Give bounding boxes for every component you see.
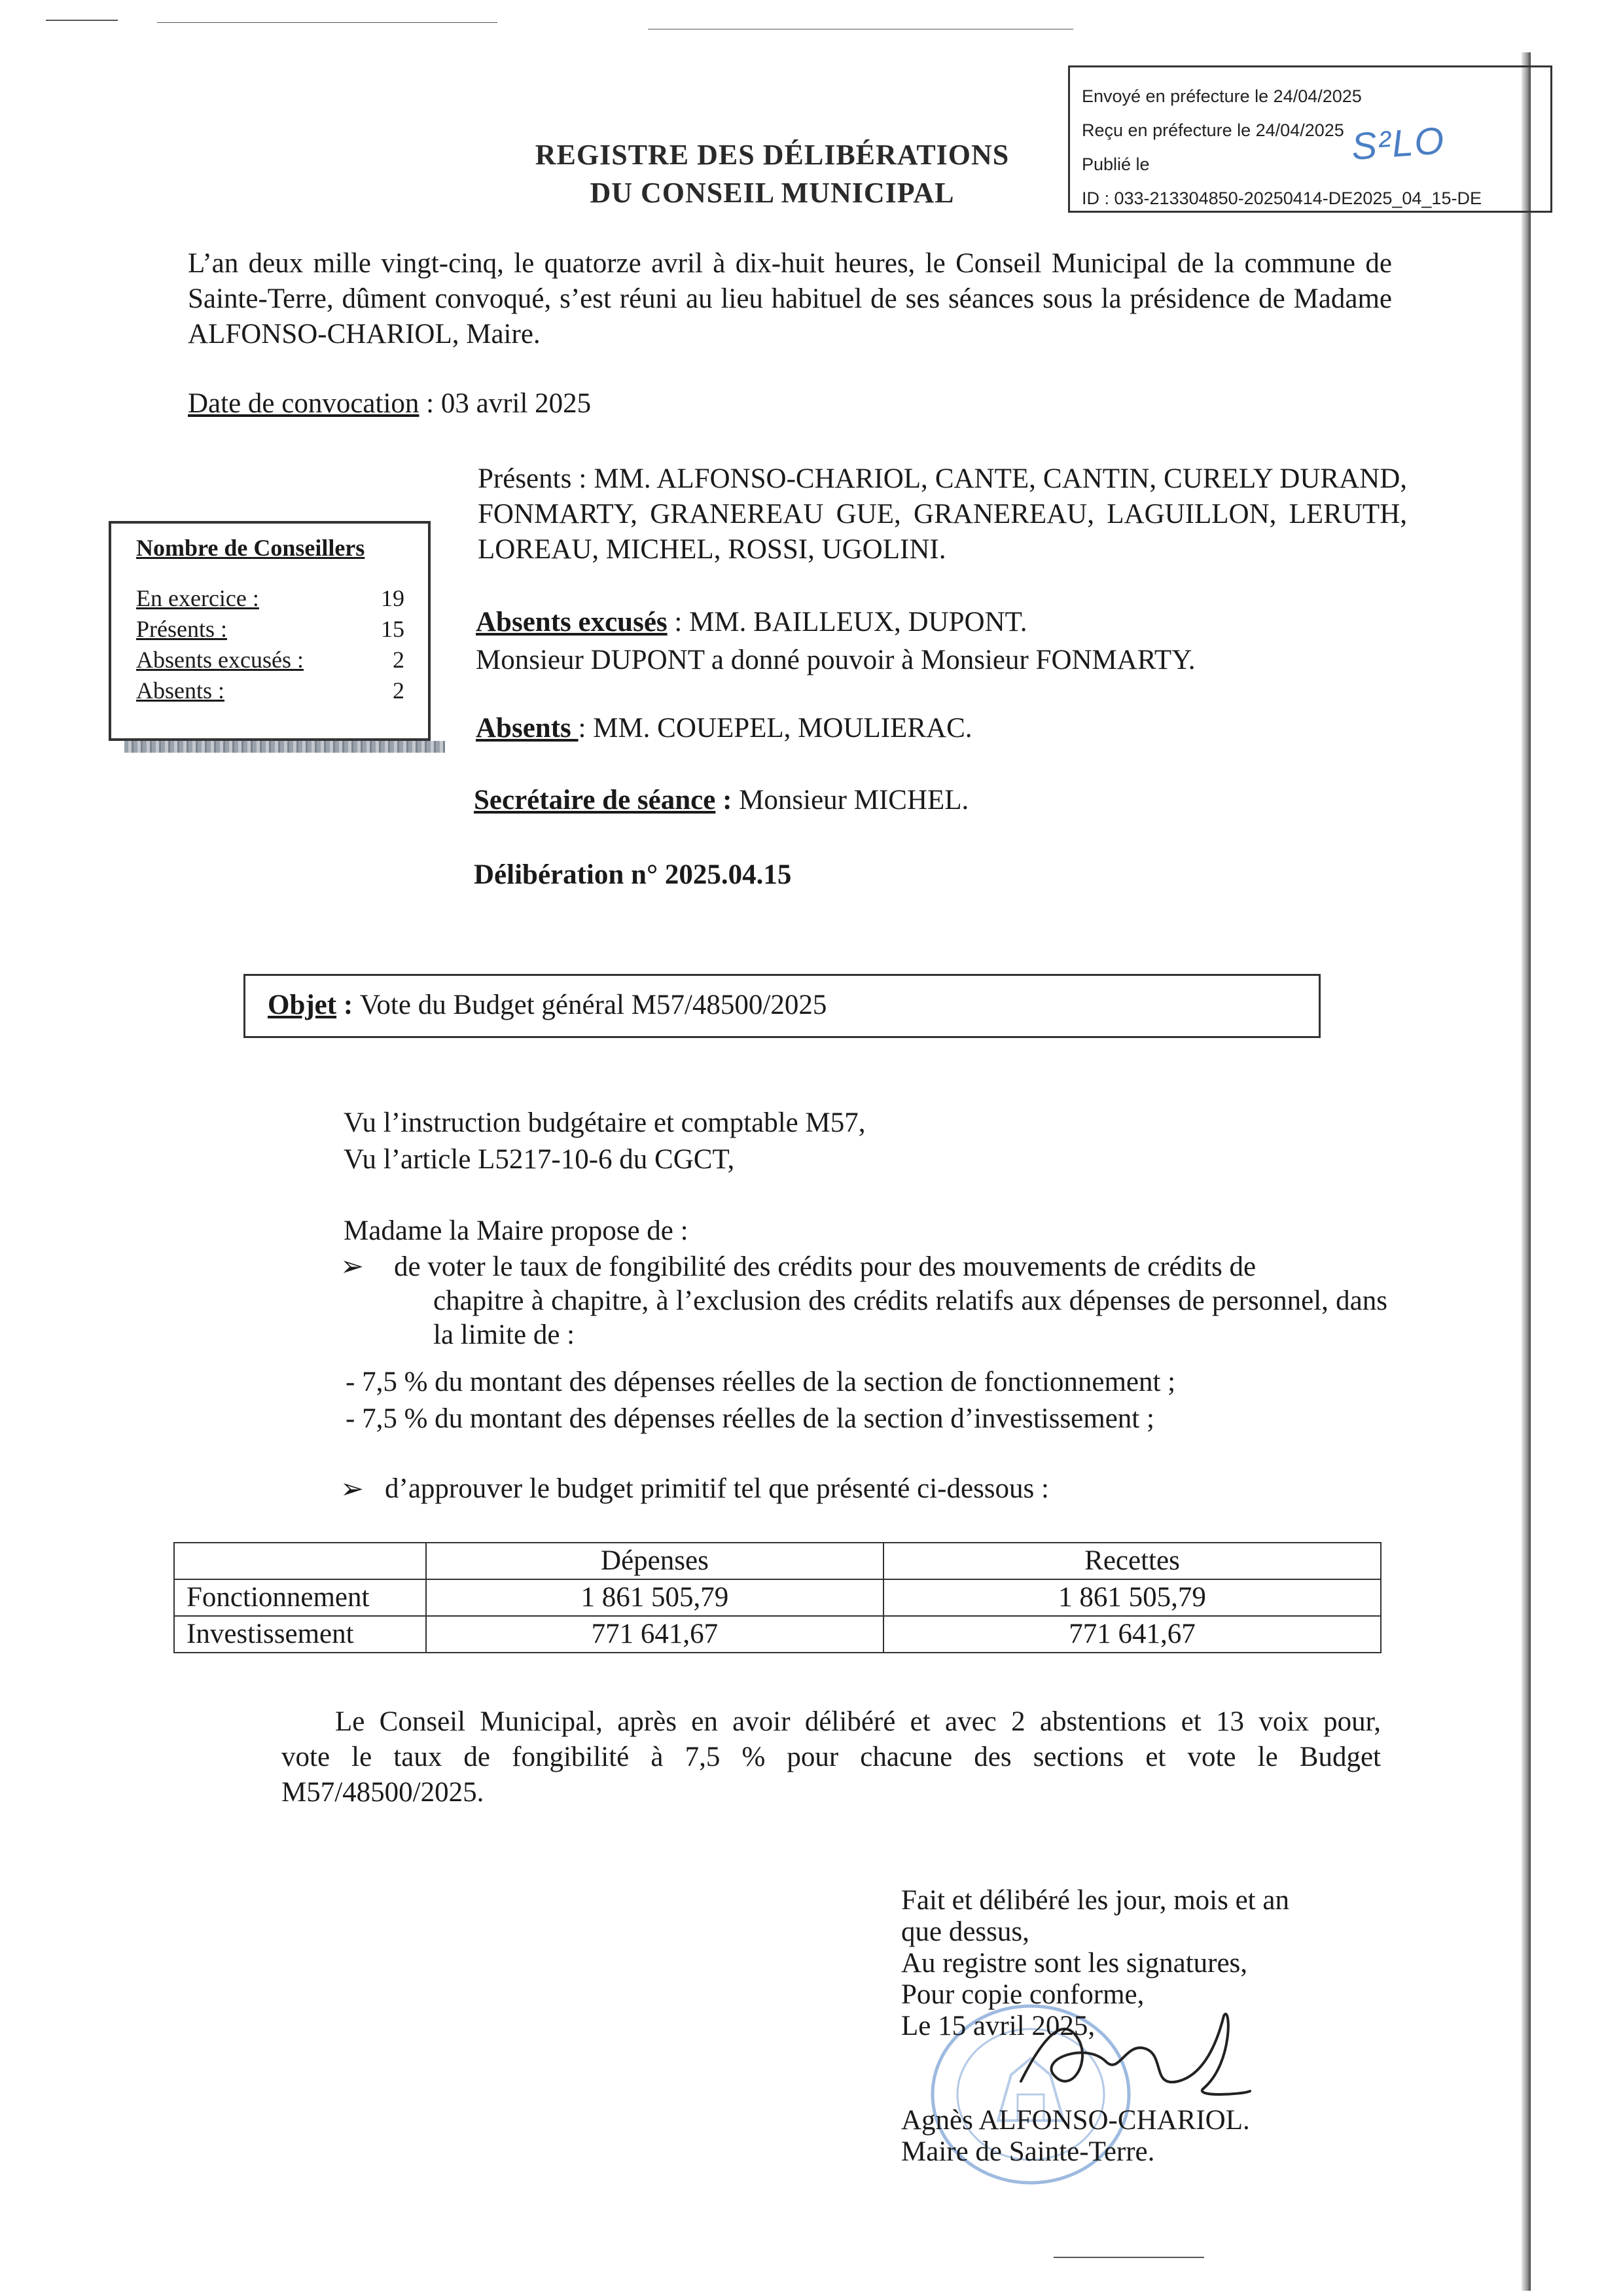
absents-label: Absents [476,713,579,744]
table-cell-depenses: 771 641,67 [426,1616,883,1653]
signer-name: Agnès ALFONSO-CHARIOL. [901,2105,1250,2136]
secretaire-name: Monsieur MICHEL. [739,785,969,816]
signature-block [901,1885,1289,2168]
scan-line [157,22,497,23]
scan-edge [1522,52,1531,2291]
count-value: 2 [393,647,404,673]
table-header-cell: Recettes [883,1543,1381,1579]
councillors-count-header: Nombre de Conseillers [136,535,365,561]
absents-excuses-names: : MM. BAILLEUX, DUPONT. [667,607,1027,637]
prefecture-stamp [1068,65,1552,213]
vu-line: Vu l’instruction budgétaire et comptable M57, [344,1107,866,1138]
pouvoir-line: Monsieur DUPONT a donné pouvoir à Monsieur FONMARTY. [476,645,1196,675]
scan-line [46,20,118,21]
signature-line: Pour copie conforme, [901,1979,1145,2010]
table-header-row [174,1543,1381,1579]
signature-spacer [901,2073,1289,2105]
taux-item: - 7,5 % du montant des dépenses réelles de la section de fonctionnement ; [346,1367,1176,1397]
proposal-item [340,1473,1387,1505]
conclusion-line: vote le taux de fongibilité à 7,5 % pour chacune des sections et vote le Budget [281,1742,1381,1772]
proposal-item [340,1250,1387,1352]
table-cell-label: Fonctionnement [174,1579,426,1616]
objet-sep: : [336,990,360,1020]
councillors-count-box [109,521,431,741]
deliberation-number: Délibération n° 2025.04.15 [474,859,792,890]
signer-title: Maire de Sainte-Terre. [901,2136,1155,2167]
table-cell-recettes: 1 861 505,79 [883,1579,1381,1616]
count-row [136,614,428,645]
arrow-bullet-icon: ➢ [340,1474,365,1505]
prefecture-publie: Publié le [1082,154,1150,174]
count-value: 19 [381,585,404,611]
proposal-line-rest: chapitre à chapitre, à l’exclusion des crédits relatifs aux dépenses de personnel, dans la limite de : [433,1285,1387,1350]
prefecture-id: ID : 033-213304850-20250414-DE2025_04_15-DE [1082,188,1482,208]
conclusion-line: M57/48500/2025. [281,1777,484,1808]
prefecture-envoye: Envoyé en préfecture le 24/04/2025 [1082,86,1362,106]
count-value: 15 [381,616,404,642]
table-header-cell [174,1543,426,1579]
convocation-date [188,387,591,420]
taux-list [346,1364,1175,1437]
prefecture-recu: Reçu en préfecture le 24/04/2025 [1082,120,1344,140]
secretaire-label: Secrétaire de séance [474,785,716,816]
intro-paragraph: L’an deux mille vingt-cinq, le quatorze avril à dix-huit heures, le Conseil Municipal de la commune de Sainte-Terre, dûment convoqué, s’est réuni au lieu habituel de ses séances sous la présidence de Madame ALFONSO-CHARIOL, Maire. [188,248,1392,350]
title-line-1: REGISTRE DES DÉLIBÉRATIONS [535,139,1010,171]
absents-names: : MM. COUEPEL, MOULIERAC. [578,713,972,744]
table-row [174,1616,1381,1653]
absents-excuses-label: Absents excusés [476,607,668,637]
conclusion-line: Le Conseil Municipal, après en avoir délibéré et avec 2 abstentions et 13 voix pour, [335,1706,1381,1737]
taux-item: - 7,5 % du montant des dépenses réelles de la section d’investissement ; [346,1403,1154,1434]
box-shadow [124,741,445,753]
vu-line: Vu l’article L5217-10-6 du CGCT, [344,1144,735,1175]
count-label: Absents excusés : [136,647,304,673]
table-cell-recettes: 771 641,67 [883,1616,1381,1653]
conclusion-paragraph [281,1704,1381,1810]
count-row [136,583,428,614]
count-row [136,675,428,706]
prefecture-handwritten-mark: S²LO [1349,119,1447,168]
table-row [174,1579,1381,1616]
vu-block [344,1105,866,1178]
table-cell-depenses: 1 861 505,79 [426,1579,883,1616]
count-label: En exercice : [136,585,259,611]
objet-label: Objet [268,990,337,1020]
table-header-cell: Dépenses [426,1543,883,1579]
secretaire-line [474,784,969,816]
presents-paragraph [478,461,1407,567]
convocation-label: Date de convocation [188,388,419,419]
signature-line: Au registre sont les signatures, [901,1948,1248,1979]
count-label: Présents : [136,616,227,642]
document-title [478,136,1067,212]
secretaire-sep: : [715,785,740,816]
signature-line: que dessus, [901,1916,1029,1947]
count-label: Absents : [136,677,224,704]
signature-line: Le 15 avril 2025, [901,2011,1096,2041]
proposal-line-first: de voter le taux de fongibilité des crédits pour des mouvements de crédits de [394,1251,1257,1282]
objet-box [243,974,1321,1038]
objet-text: Vote du Budget général M57/48500/2025 [359,990,827,1020]
count-value: 2 [393,677,404,704]
signature-spacer [901,2042,1289,2073]
presents-label: Présents : [478,463,587,494]
signature-line: Fait et délibéré les jour, mois et an [901,1885,1289,1916]
title-line-2: DU CONSEIL MUNICIPAL [590,177,955,209]
count-row [136,645,428,675]
maire-propose: Madame la Maire propose de : [344,1215,688,1246]
proposal-text [394,1250,1387,1352]
proposal-text: d’approuver le budget primitif tel que présenté ci-dessous : [385,1473,1049,1504]
absents-line [476,712,972,744]
budget-table [173,1542,1382,1653]
absents-excuses-block [476,603,1405,679]
convocation-value: : 03 avril 2025 [419,388,592,419]
table-cell-label: Investissement [174,1616,426,1653]
arrow-bullet-icon: ➢ [340,1251,365,1282]
presents-names: MM. ALFONSO-CHARIOL, CANTE, CANTIN, CURELY DURAND, FONMARTY, GRANEREAU GUE, GRANEREAU, LAGUILLON, LERUTH, LOREAU, MICHEL, ROSSI, UGOLINI. [478,463,1408,565]
scan-line [1054,2257,1204,2258]
